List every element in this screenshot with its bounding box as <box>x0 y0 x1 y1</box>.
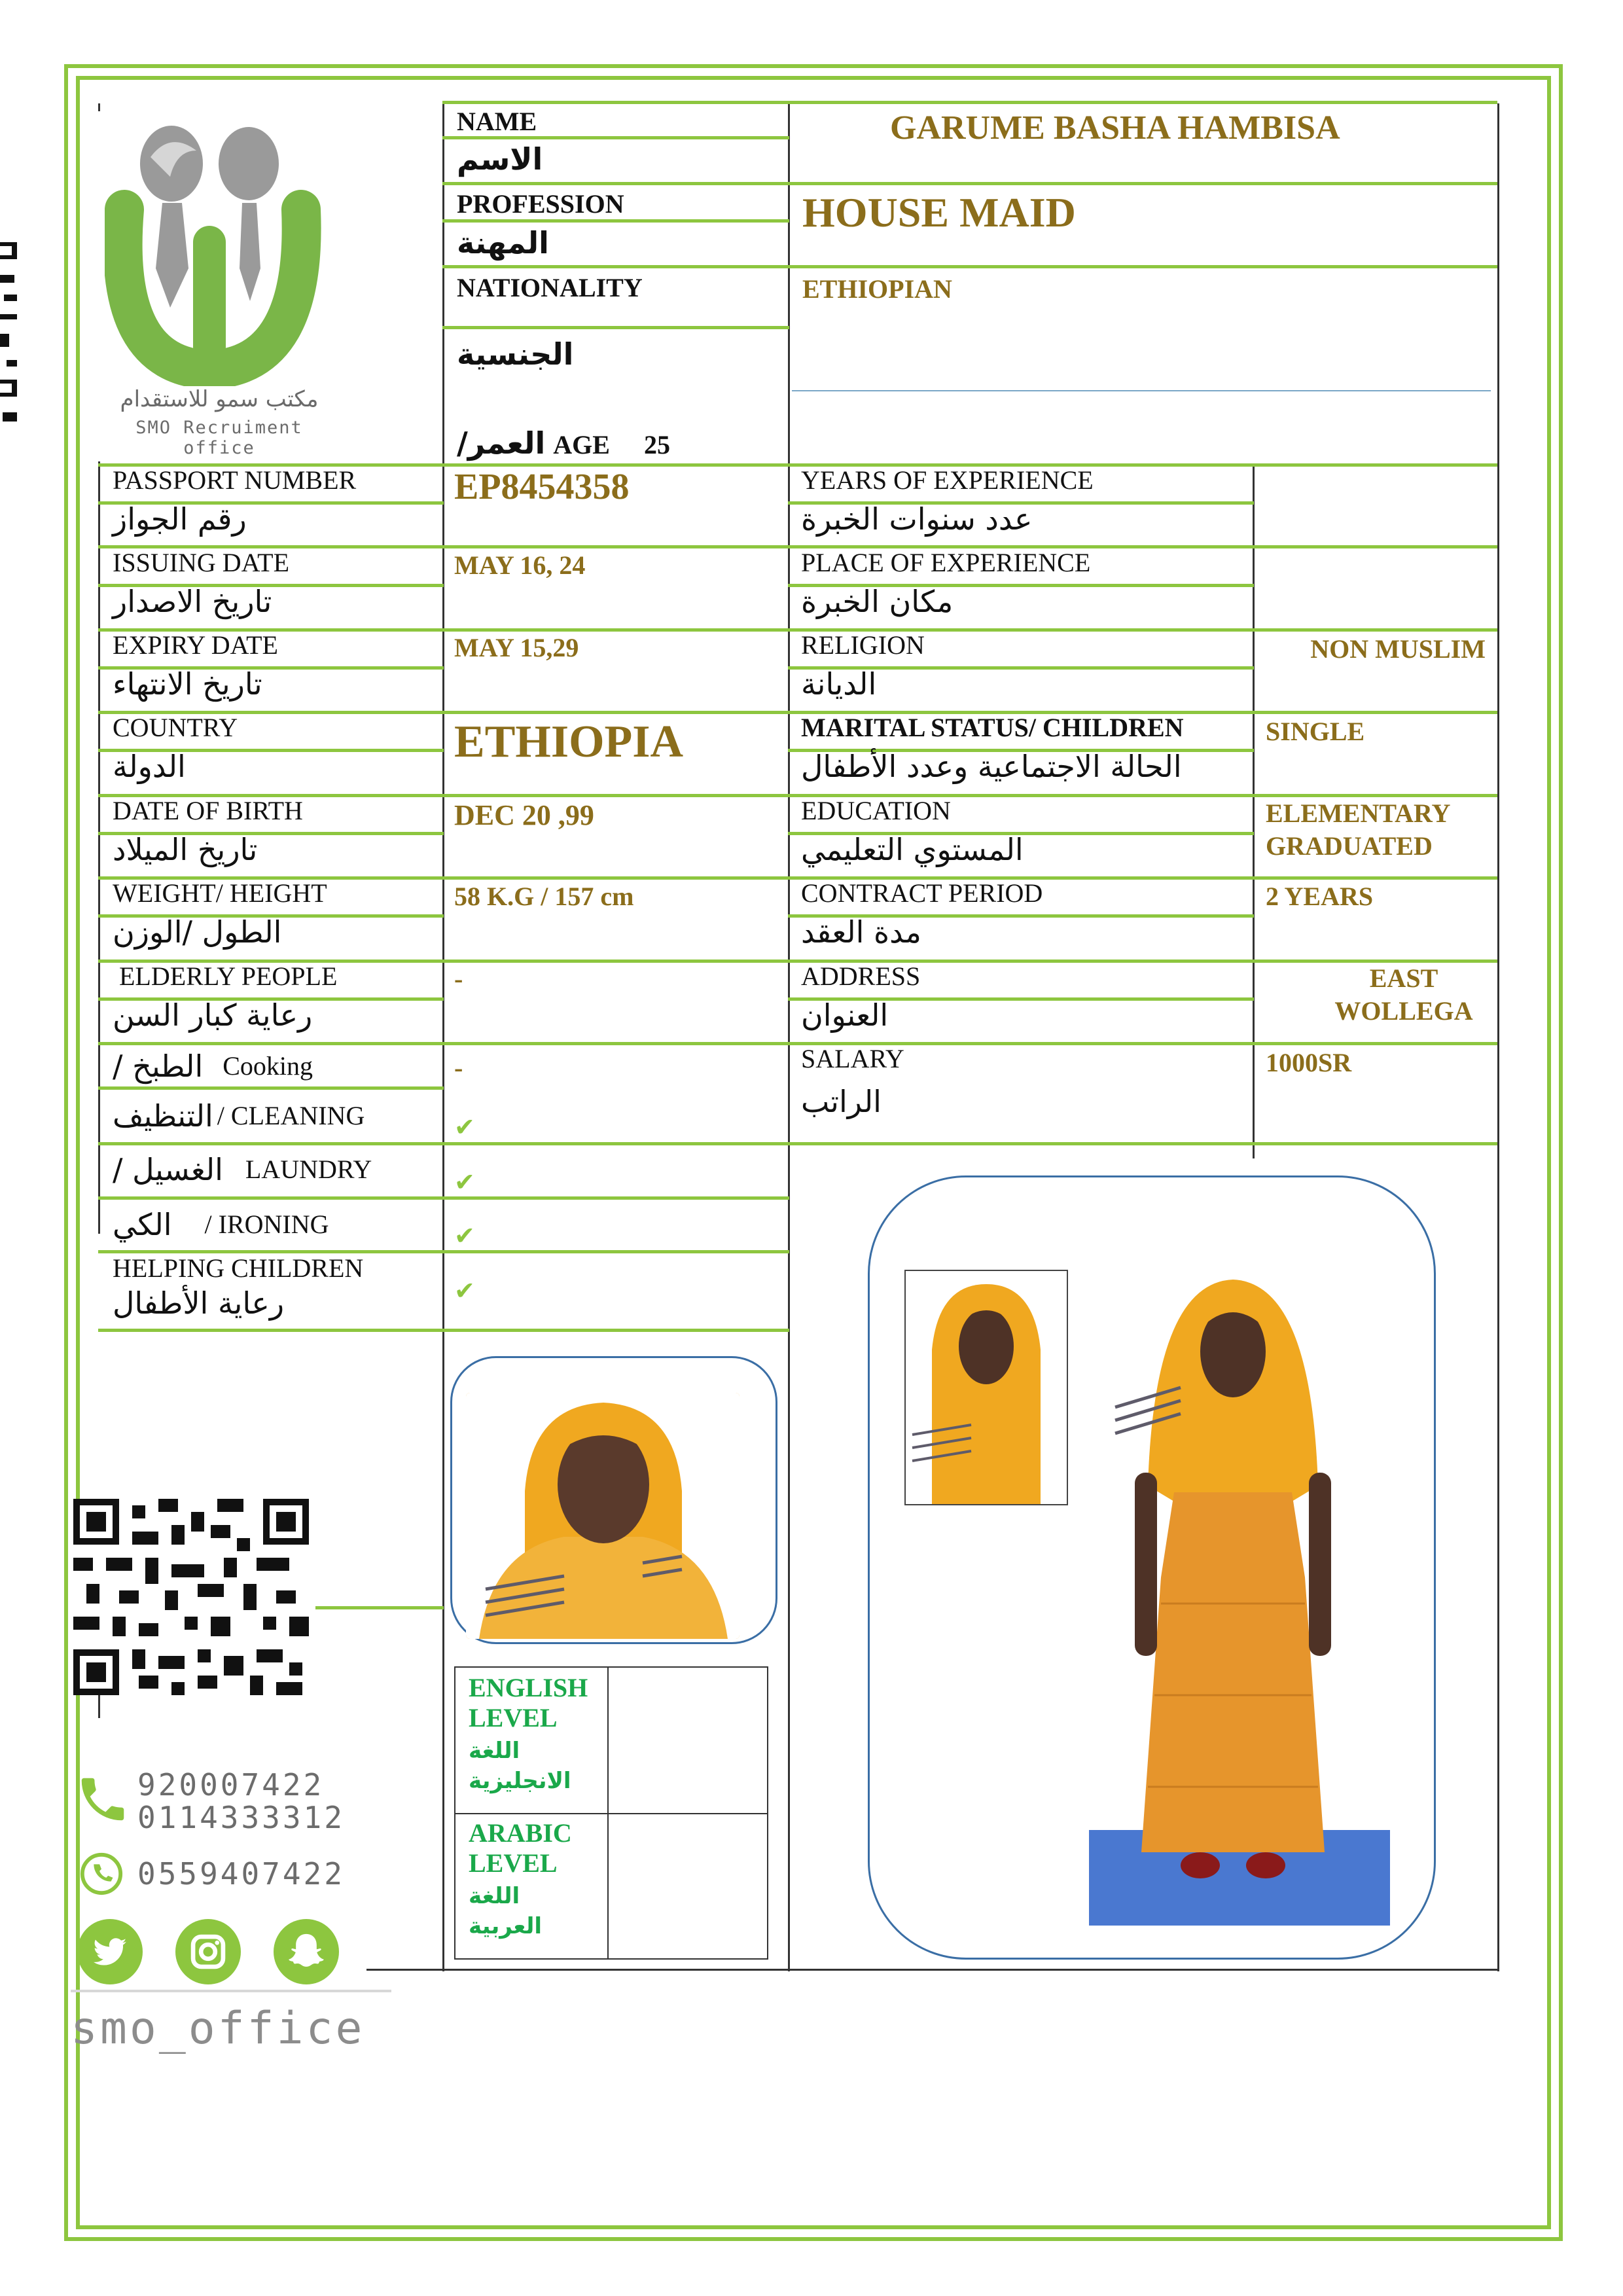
table-column-divider-2 <box>788 103 790 1971</box>
full-body-person-icon <box>1089 1276 1390 1931</box>
helping-children-check-icon: ✔ <box>454 1278 475 1305</box>
age-value: 25 <box>643 430 670 459</box>
years-experience-label-ar: عدد سنوات الخبرة <box>801 501 1033 537</box>
phone-number-2: 0114333312 <box>137 1800 345 1835</box>
date-of-birth-label: DATE OF BIRTH <box>113 796 303 825</box>
cooking-label-ar: الطبخ / <box>113 1049 204 1084</box>
cooking-row <box>113 1050 313 1083</box>
smo-logo-icon <box>105 111 334 386</box>
place-experience-label: PLACE OF EXPERIENCE <box>801 548 1091 577</box>
religion-label: RELIGION <box>801 630 925 660</box>
marital-status-row <box>801 713 1184 783</box>
date-of-birth-row <box>113 797 303 866</box>
cooking-label: Cooking <box>223 1051 313 1081</box>
table-right-border <box>1497 103 1499 1971</box>
header-line <box>442 219 789 223</box>
social-handle[interactable]: smo_office <box>71 2003 365 2054</box>
qr-connector-line <box>315 1606 444 1609</box>
table-corner <box>98 103 100 111</box>
full-body-photo <box>1089 1276 1390 1931</box>
table-bottom-border <box>366 1969 1499 1971</box>
country-row <box>113 713 238 783</box>
qr-code-icon <box>73 1499 309 1695</box>
salary-row <box>801 1045 904 1118</box>
age-label-ar: العمر/ <box>457 425 546 461</box>
whatsapp-icon <box>79 1851 124 1897</box>
header-thin-line <box>792 390 1491 391</box>
twitter-icon[interactable] <box>77 1919 143 1984</box>
cleaning-check-icon: ✔ <box>454 1114 475 1141</box>
elderly-people-row <box>113 962 337 1031</box>
age-label: AGE <box>553 430 610 459</box>
profession-value: HOUSE MAID <box>802 189 1076 236</box>
phone-icon <box>75 1771 131 1827</box>
contract-period-row <box>801 879 1043 948</box>
passport-number-label: PASSPORT NUMBER <box>113 465 357 495</box>
nationality-label-ar: الجنسية <box>457 336 574 372</box>
logo-arabic-text: مكتب سمو للاستقدام <box>120 386 319 412</box>
passport-number-row <box>113 466 356 535</box>
row-line <box>98 628 1497 632</box>
education-label-ar: المستوي التعليمي <box>801 832 1024 867</box>
name-value: GARUME BASHA HAMBISA <box>890 109 1340 147</box>
expiry-date-row <box>113 631 278 700</box>
salary-value: 1000SR <box>1266 1048 1352 1077</box>
issuing-date-row <box>113 548 289 618</box>
header-line <box>442 326 789 329</box>
salary-label-ar: الراتب <box>801 1084 882 1119</box>
age-row <box>457 427 670 459</box>
weight-height-value: 58 K.G / 157 cm <box>454 882 634 911</box>
weight-height-row <box>113 879 327 948</box>
helping-children-label-ar: رعاية الأطفال <box>113 1285 285 1321</box>
country-label-ar: الدولة <box>113 749 186 784</box>
marital-status-value: SINGLE <box>1266 717 1365 746</box>
cooking-value: - <box>454 1053 463 1083</box>
country-value: ETHIOPIA <box>454 717 684 767</box>
small-portrait-photo <box>904 1270 1068 1505</box>
place-experience-label-ar: مكان الخبرة <box>801 584 954 619</box>
instagram-icon[interactable] <box>175 1919 241 1984</box>
language-table <box>454 1666 768 1960</box>
ironing-check-icon: ✔ <box>454 1223 475 1250</box>
portrait-photo <box>466 1393 740 1639</box>
address-label: ADDRESS <box>801 961 921 991</box>
religion-label-ar: الديانة <box>801 666 877 702</box>
helping-children-row <box>113 1254 363 1319</box>
education-row <box>801 797 1024 866</box>
religion-value: NON MUSLIM <box>1310 634 1486 664</box>
passport-number-label-ar: رقم الجواز <box>113 501 247 537</box>
country-label: COUNTRY <box>113 713 238 742</box>
table-left-border <box>98 461 100 1234</box>
elderly-people-label-ar: رعاية كبار السن <box>113 997 313 1033</box>
laundry-row <box>113 1153 372 1186</box>
row-line <box>98 1196 789 1200</box>
nationality-value: ETHIOPIAN <box>802 274 952 304</box>
profession-label-ar: المهنة <box>457 225 549 260</box>
portrait-person-icon <box>466 1393 740 1639</box>
education-label: EDUCATION <box>801 796 951 825</box>
header-line <box>442 136 789 139</box>
social-divider <box>71 1990 391 1992</box>
cleaning-label: / CLEANING <box>217 1101 365 1130</box>
address-label-ar: العنوان <box>801 997 889 1033</box>
education-value: ELEMENTARY GRADUATED <box>1266 798 1450 861</box>
row-line <box>98 1329 789 1332</box>
issuing-date-label: ISSUING DATE <box>113 548 289 577</box>
name-label-ar: الاسم <box>457 141 543 177</box>
header-line <box>442 265 1497 268</box>
laundry-label-ar: الغسيل / <box>113 1152 223 1187</box>
religion-row <box>801 631 925 700</box>
cleaning-row <box>113 1100 365 1132</box>
place-experience-row <box>801 548 1090 618</box>
expiry-date-value: MAY 15,29 <box>454 633 579 662</box>
nationality-label: NATIONALITY <box>457 273 643 302</box>
issuing-date-label-ar: تاريخ الاصدار <box>113 584 272 619</box>
language-divider <box>455 1813 767 1814</box>
address-row <box>801 962 920 1031</box>
elderly-people-label: ELDERLY PEOPLE <box>113 961 338 991</box>
date-of-birth-value: DEC 20 ,99 <box>454 799 594 831</box>
arabic-level-label: ARABIC LEVEL <box>469 1818 572 1878</box>
address-value: EAST WOLLEGA <box>1334 963 1473 1026</box>
contract-period-value: 2 YEARS <box>1266 882 1374 911</box>
smo-logo <box>105 111 334 458</box>
name-label: NAME <box>457 107 537 136</box>
header-top-line <box>442 101 1497 104</box>
ironing-label-ar: الكي <box>113 1207 172 1242</box>
helping-children-label: HELPING CHILDREN <box>113 1253 364 1283</box>
row-line <box>98 1086 444 1090</box>
expiry-date-label-ar: تاريخ الانتهاء <box>113 666 262 702</box>
row-line <box>98 1042 1497 1045</box>
profession-label: PROFESSION <box>457 189 624 219</box>
row-line <box>98 545 1497 548</box>
marital-status-label-ar: الحالة الاجتماعية وعدد الأطفال <box>801 749 1182 784</box>
ironing-label: / IRONING <box>204 1210 329 1239</box>
logo-english-text: SMO Recruiment office <box>135 418 303 458</box>
years-experience-row <box>801 466 1094 535</box>
date-of-birth-label-ar: تاريخ الميلاد <box>113 832 258 867</box>
laundry-check-icon: ✔ <box>454 1169 475 1196</box>
issuing-date-value: MAY 16, 24 <box>454 550 586 580</box>
ironing-row <box>113 1208 329 1241</box>
elderly-people-value: - <box>454 964 463 994</box>
edge-qr-code-icon <box>0 236 20 432</box>
english-level-label: ENGLISH LEVEL <box>469 1673 588 1732</box>
arabic-level-label-ar: اللغة العربية <box>469 1883 543 1939</box>
header-line <box>442 182 1497 185</box>
whatsapp-number: 0559407422 <box>137 1856 345 1892</box>
phone-number-1: 920007422 <box>137 1767 325 1803</box>
passport-number-value: EP8454358 <box>454 467 630 507</box>
marital-status-label: MARITAL STATUS/ CHILDREN <box>801 713 1184 742</box>
snapchat-icon[interactable] <box>274 1919 339 1984</box>
laundry-label: LAUNDRY <box>245 1155 372 1184</box>
weight-height-label-ar: الطول /الوزن <box>113 914 282 950</box>
contract-period-label: CONTRACT PERIOD <box>801 878 1043 908</box>
row-line <box>98 1142 1497 1145</box>
cleaning-label-ar: التنظيف <box>113 1098 213 1134</box>
weight-height-label: WEIGHT/ HEIGHT <box>113 878 327 908</box>
small-portrait-person-icon <box>906 1271 1067 1504</box>
table-column-divider-1 <box>442 103 444 1971</box>
row-line <box>98 711 1497 714</box>
expiry-date-label: EXPIRY DATE <box>113 630 278 660</box>
english-level-label-ar: اللغة الانجليزية <box>469 1738 571 1794</box>
table-column-divider-3 <box>1253 466 1255 1158</box>
salary-label: SALARY <box>801 1044 904 1073</box>
contract-period-label-ar: مدة العقد <box>801 914 921 950</box>
years-experience-label: YEARS OF EXPERIENCE <box>801 465 1094 495</box>
